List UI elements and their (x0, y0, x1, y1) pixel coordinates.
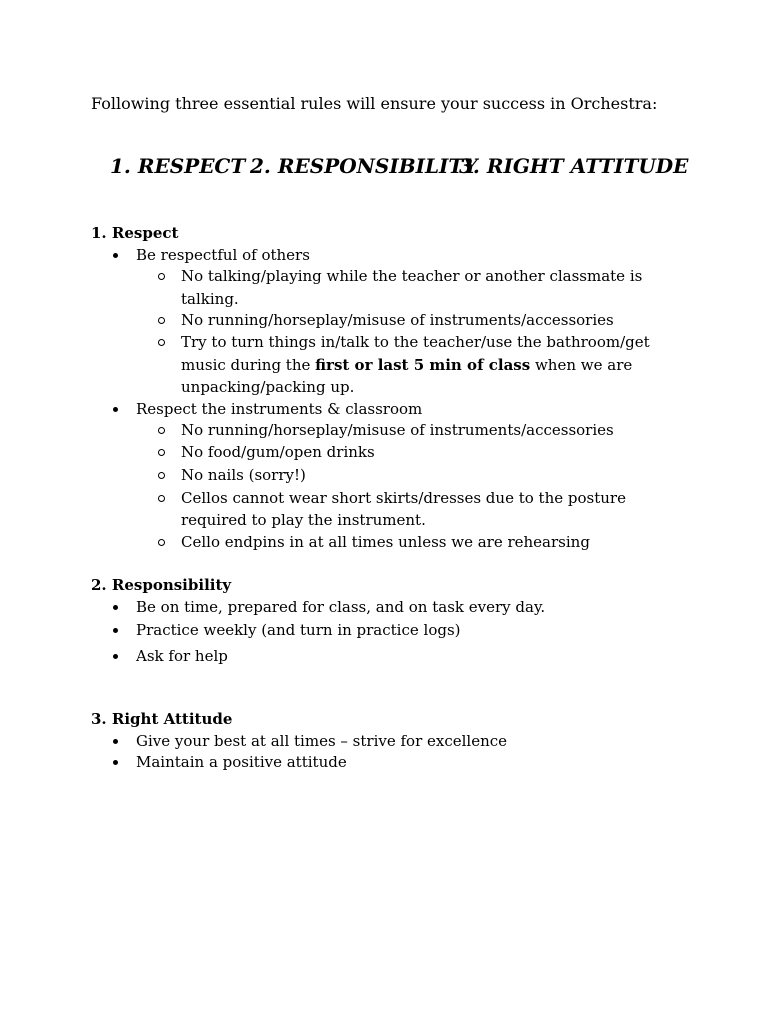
section-title-right-attitude: 3. Right Attitude (91, 710, 233, 728)
bullet-icon (113, 628, 118, 633)
sub-list-item: No food/gum/open drinks (181, 443, 375, 461)
circle-bullet-icon (158, 472, 165, 479)
bullet-icon (113, 760, 118, 765)
bullet-icon (113, 605, 118, 610)
sub-list-item: No running/horseplay/misuse of instruments/accessories (181, 421, 614, 439)
list-item: Be respectful of others (136, 246, 310, 264)
list-item: Ask for help (136, 647, 228, 665)
circle-bullet-icon (158, 539, 165, 546)
inline-text: music during the (181, 356, 316, 374)
circle-bullet-icon (158, 317, 165, 324)
sub-list-item: Cellos cannot wear short skirts/dresses due to the posture (181, 489, 626, 507)
list-item: Respect the instruments & classroom (136, 400, 423, 418)
inline-text: when we are (530, 356, 633, 374)
list-item: Give your best at all times – strive for excellence (136, 732, 508, 750)
sub-list-item-continuation: required to play the instrument. (181, 511, 426, 529)
sub-list-item: No nails (sorry!) (181, 466, 306, 484)
list-item: Be on time, prepared for class, and on task every day. (136, 598, 546, 616)
bullet-icon (113, 407, 118, 412)
bullet-icon (113, 654, 118, 659)
circle-bullet-icon (158, 495, 165, 502)
sub-list-item: No talking/playing while the teacher or another classmate is (181, 267, 643, 285)
sub-list-item-continuation: talking. (181, 290, 239, 308)
circle-bullet-icon (158, 339, 165, 346)
sub-list-item: Cello endpins in at all times unless we are rehearsing (181, 533, 590, 551)
section-title-respect: 1. Respect (91, 224, 179, 242)
circle-bullet-icon (158, 427, 165, 434)
sub-list-item: Try to turn things in/talk to the teacher/use the bathroom/get (181, 333, 650, 351)
bullet-icon (113, 739, 118, 744)
headline-rule-responsibility: 2. RESPONSIBILITY (250, 154, 478, 178)
headline-rule-respect: 1. RESPECT (110, 154, 246, 178)
circle-bullet-icon (158, 273, 165, 280)
emphasis-text: first or last 5 min of class (315, 356, 531, 374)
list-item: Maintain a positive attitude (136, 753, 347, 771)
sub-list-item-continuation (181, 354, 632, 376)
section-title-responsibility: 2. Responsibility (91, 576, 232, 594)
circle-bullet-icon (158, 449, 165, 456)
sub-list-item: No running/horseplay/misuse of instruments/accessories (181, 311, 614, 329)
sub-list-item-continuation: unpacking/packing up. (181, 378, 355, 396)
intro-text: Following three essential rules will ensure your success in Orchestra: (91, 94, 658, 113)
bullet-icon (113, 253, 118, 258)
headline-rule-right-attitude: 3. RIGHT ATTITUDE (459, 154, 689, 178)
list-item: Practice weekly (and turn in practice logs) (136, 621, 461, 639)
